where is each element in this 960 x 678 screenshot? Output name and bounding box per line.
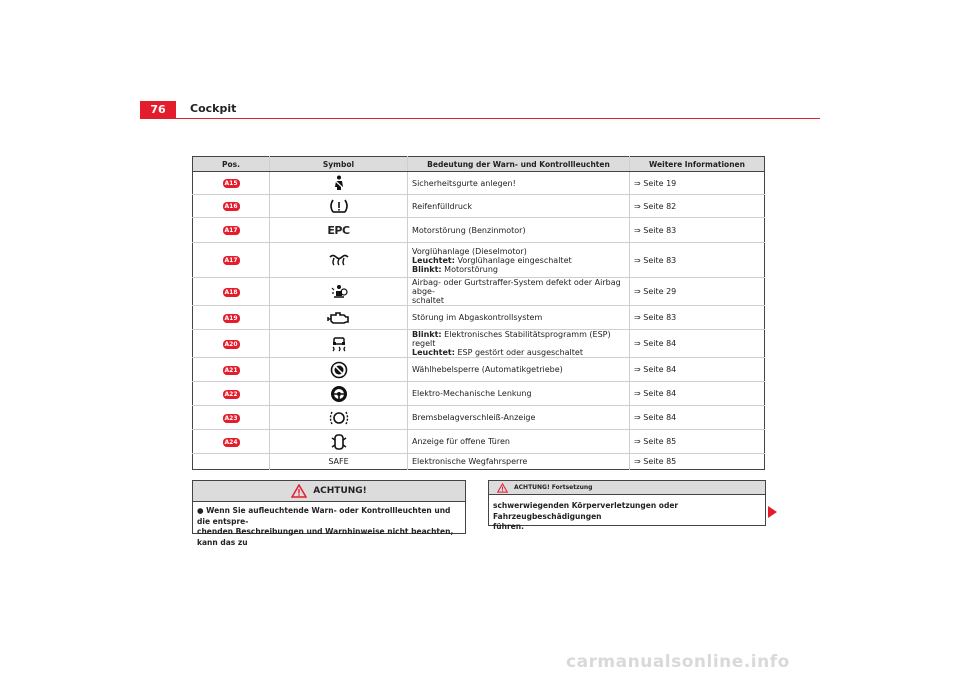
symbol-cell xyxy=(270,243,408,278)
warning-continued-title: ACHTUNG! Fortsetzung xyxy=(514,484,593,491)
info-cell[interactable]: ⇒ Seite 29 xyxy=(630,278,765,306)
door-open-icon xyxy=(330,437,348,446)
info-cell[interactable]: ⇒ Seite 19 xyxy=(630,172,765,195)
pos-cell xyxy=(193,195,270,218)
meaning-text: Bremsbelagverschleiß-Anzeige xyxy=(412,413,536,422)
steering-icon xyxy=(330,389,348,398)
warning-continued-line-1: schwerwiegenden Körperverletzungen oder Fahrzeugbeschädigungen xyxy=(493,501,679,521)
symbol-cell xyxy=(270,330,408,358)
status-keyword: Leuchtet: xyxy=(412,348,455,357)
position-badge: A19 xyxy=(224,314,238,322)
meaning-text: ESP gestört oder ausgeschaltet xyxy=(454,348,583,357)
pos-cell xyxy=(193,306,270,330)
status-keyword: Blinkt: xyxy=(412,264,442,274)
meaning-text: Motorstörung xyxy=(441,264,498,274)
position-badge: A17 xyxy=(224,227,238,234)
info-cell[interactable]: ⇒ Seite 85 xyxy=(634,457,677,466)
pos-cell xyxy=(193,430,270,454)
table-row xyxy=(193,430,765,454)
pos-cell xyxy=(193,330,270,358)
engine-icon xyxy=(327,313,351,322)
warning-text-line-1: Wenn Sie aufleuchtende Warn- oder Kontrollleuchten und die entspre- xyxy=(197,506,451,526)
symbol-cell xyxy=(270,278,408,306)
info-cell[interactable]: ⇒ Seite 84 xyxy=(630,330,765,358)
meaning-text: Vorglühanlage (Dieselmotor) xyxy=(412,246,527,256)
pos-cell xyxy=(193,382,270,406)
epc-icon: EPC xyxy=(327,223,350,237)
position-badge: A22 xyxy=(224,390,238,398)
warning-bullet: ● xyxy=(197,506,204,515)
symbol-cell xyxy=(270,306,408,330)
meaning-text: Elektronisches Stabilitätsprogramm (ESP) regelt xyxy=(412,330,611,348)
header-rule xyxy=(140,118,820,119)
symbol-cell xyxy=(270,358,408,382)
pos-cell xyxy=(193,454,270,470)
pos-cell xyxy=(193,278,270,306)
glow-plug-icon xyxy=(328,256,350,265)
meaning-cell xyxy=(408,218,630,243)
position-badge: A23 xyxy=(224,414,238,422)
pos-cell xyxy=(193,358,270,382)
meaning-cell xyxy=(408,330,630,358)
warning-continued-line-2: führen. xyxy=(493,522,524,531)
warning-text xyxy=(193,502,465,548)
table-row xyxy=(193,330,765,358)
table-row xyxy=(193,382,765,406)
meaning-text: Elektronische Wegfahrsperre xyxy=(412,457,528,466)
meaning-text: Motorstörung (Benzinmotor) xyxy=(412,225,526,235)
info-cell[interactable]: ⇒ Seite 83 xyxy=(630,243,765,278)
info-cell[interactable]: ⇒ Seite 85 xyxy=(630,430,765,454)
info-cell[interactable]: ⇒ Seite 84 xyxy=(630,382,765,406)
warning-box xyxy=(192,480,466,547)
status-keyword: Blinkt: xyxy=(412,330,442,339)
pos-cell xyxy=(193,218,270,243)
table-row xyxy=(193,278,765,306)
warning-lights-table xyxy=(192,156,765,470)
info-cell[interactable]: ⇒ Seite 82 xyxy=(630,195,765,218)
watermark: carmanualsonline.info xyxy=(566,652,790,672)
meaning-cell xyxy=(408,406,630,430)
symbol-cell xyxy=(270,218,408,243)
position-badge: A15 xyxy=(224,180,238,187)
position-badge: A20 xyxy=(224,340,238,348)
symbol-cell xyxy=(270,172,408,195)
symbol-cell xyxy=(270,430,408,454)
gear-lock-icon xyxy=(330,365,348,374)
symbol-cell xyxy=(270,195,408,218)
pos-cell xyxy=(193,243,270,278)
position-badge: A17 xyxy=(224,257,238,264)
meaning-text: Elektro-Mechanische Lenkung xyxy=(412,389,532,398)
meaning-text: Airbag- oder Gurtstraffer-System defekt oder Airbag abge- xyxy=(412,278,621,296)
warning-box-header xyxy=(193,481,465,502)
table-row xyxy=(193,406,765,430)
symbol-cell xyxy=(270,382,408,406)
meaning-cell xyxy=(408,278,630,306)
page-number: 76 xyxy=(140,101,176,118)
table-row xyxy=(193,195,765,218)
meaning-text: Anzeige für offene Türen xyxy=(412,437,510,446)
meaning-cell xyxy=(408,306,630,330)
meaning-text: Reifenfülldruck xyxy=(412,201,472,211)
meaning-cell xyxy=(408,358,630,382)
position-badge: A16 xyxy=(224,203,238,210)
safe-text: SAFE xyxy=(328,457,349,466)
meaning-cell xyxy=(408,195,630,218)
meaning-cell xyxy=(408,243,630,278)
table-header-row xyxy=(193,157,765,172)
pos-cell xyxy=(193,172,270,195)
info-cell[interactable]: ⇒ Seite 83 xyxy=(630,306,765,330)
section-title: Cockpit xyxy=(190,102,237,115)
meaning-text: schaltet xyxy=(412,296,444,305)
column-header-symbol: Symbol xyxy=(270,157,408,172)
esp-icon xyxy=(330,339,348,348)
table-row xyxy=(193,243,765,278)
meaning-text: Sicherheitsgurte anlegen! xyxy=(412,178,516,188)
warning-continued-header xyxy=(489,481,765,495)
meaning-cell xyxy=(408,172,630,195)
warning-triangle-icon xyxy=(497,483,508,493)
warning-triangle-icon xyxy=(291,484,307,498)
meaning-text: Störung im Abgaskontrollsystem xyxy=(412,313,543,322)
warning-title: ACHTUNG! xyxy=(313,486,367,496)
airbag-icon xyxy=(329,287,349,296)
warning-continued-box xyxy=(488,480,766,531)
position-badge: A18 xyxy=(224,288,238,296)
meaning-cell xyxy=(408,454,630,470)
meaning-cell xyxy=(408,430,630,454)
seatbelt-icon xyxy=(330,179,348,188)
column-header-pos: Pos. xyxy=(193,157,270,172)
status-keyword: Leuchtet: xyxy=(412,255,455,265)
info-cell[interactable]: ⇒ Seite 84 xyxy=(630,358,765,382)
tyre-pressure-icon xyxy=(328,202,350,211)
warning-continued-text xyxy=(489,495,765,533)
column-header-info: Weitere Informationen xyxy=(630,157,765,172)
position-badge: A24 xyxy=(224,438,238,446)
table-row xyxy=(193,306,765,330)
continue-arrow-icon[interactable] xyxy=(768,506,777,518)
info-cell[interactable]: ⇒ Seite 83 xyxy=(630,218,765,243)
meaning-text: Wählhebelsperre (Automatikgetriebe) xyxy=(412,365,563,374)
table-row xyxy=(193,358,765,382)
position-badge: A21 xyxy=(224,366,238,374)
table-row xyxy=(193,172,765,195)
warning-text-line-2: chenden Beschreibungen und Warnhinweise nicht beachten, kann das zu xyxy=(197,527,454,547)
meaning-text: Vorglühanlage eingeschaltet xyxy=(454,255,572,265)
column-header-meaning: Bedeutung der Warn- und Kontrollleuchten xyxy=(408,157,630,172)
symbol-cell xyxy=(270,454,408,470)
meaning-cell xyxy=(408,382,630,406)
table-row xyxy=(193,218,765,243)
brake-pad-icon xyxy=(329,413,349,422)
symbol-cell xyxy=(270,406,408,430)
table-row xyxy=(193,454,765,470)
pos-cell xyxy=(193,406,270,430)
info-cell[interactable]: ⇒ Seite 84 xyxy=(630,406,765,430)
